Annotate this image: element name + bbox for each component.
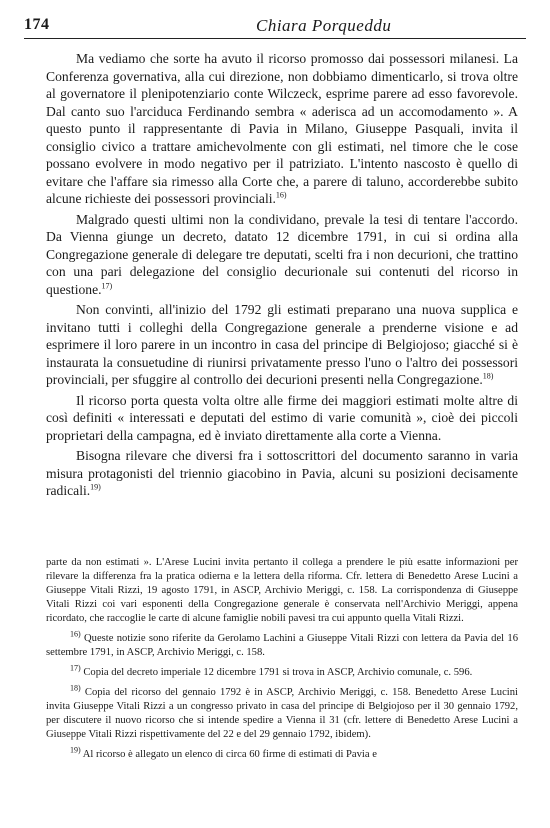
footnote-text: Queste notizie sono riferite da Gerolamo Lachini a Giuseppe Vitali Rizzi con lettera da Pavia del 16 settembre 1791, in ASCP, Archivio Meriggi, c. 158. — [46, 633, 518, 658]
running-head: Chiara Porqueddu — [256, 16, 392, 35]
body-paragraph — [46, 301, 518, 389]
footnote-text: Al ricorso è allegato un elenco di circa 60 firme di estimati di Pavia e — [82, 749, 377, 760]
page-header — [24, 8, 526, 38]
footnote-text: Copia del ricorso del gennaio 1792 è in ASCP, Archivio Meriggi, c. 158. Benedetto Arese Lucini invita Giuseppe Vitali Rizzi a un congresso privato in casa del principe di Belgiojoso per il 30 gennaio 1792, per discutere il nuovo ricorso che si intende spedire a Vienna il 31 (cfr. lettere di Benedetto Arese Lucini a Giuseppe Vitali Rizzi rispettivamente del 22 e del 29 gennaio 1792, ibidem). — [46, 687, 518, 740]
footnote-continuation: parte da non estimati ». L'Arese Lucini invita pertanto il collega a prendere le più esatte informazioni per rilevare la differenza fra la pratica odierna e la lettera della riforma. Cfr. lettera di Benedetto Arese Lucini a Giuseppe Vitali Rizzi, 19 agosto 1791, in ASCP, Archivio Meriggi, c. 158. La corrispondenza di Giuseppe Vitali Rizzi coi vari esponenti della Congregazione generale è conservata nell'Archivio Meriggi, appena ricordato, che raccoglie le carte di alcune famiglie nobili pavesi tra cui appunto quella Vitali Rizzi. — [46, 557, 518, 624]
body-paragraph — [46, 447, 518, 500]
footnote-marker: 17) — [70, 663, 81, 673]
footnote — [46, 663, 518, 680]
footnote — [46, 683, 518, 742]
paragraph-text: Malgrado questi ultimi non la condividano, prevale la tesi di tentare l'accordo. Da Vienna giunge un decreto, datato 12 dicembre 1791, in cui si ordina alla Congregazione generale di delegare tre deputati, scelti fra i non decurioni, che trattino con una pari delegazione del consiglio decurionale sui contenuti del ricorso in questione. — [46, 211, 518, 297]
body-paragraph — [46, 211, 518, 299]
body-paragraph — [46, 392, 518, 445]
footnote-ref: 19) — [90, 482, 101, 492]
paragraph-text: Non convinti, all'inizio del 1792 gli estimati preparano una nuova supplica e invitano tutti i colleghi della Congregazione generale a prenderne visione e ad esprimere il loro parere in un incontro in casa del principe di Belgiojoso; giacché si è instaurata la consuetudine di riunirsi privatamente presso l'uno o l'altro dei possessori provinciali, per sfuggire al controllo dei decurioni presenti nella Congregazione. — [46, 302, 518, 387]
footnote-marker: 19) — [70, 745, 81, 755]
footnote-ref: 17) — [101, 280, 113, 290]
footnote-marker: 16) — [70, 629, 81, 639]
header-rule — [24, 38, 526, 39]
paragraph-text: Ma vediamo che sorte ha avuto il ricorso promosso dai possessori milanesi. La Conferenza governativa, alla cui direzione, non dobbiamo dimenticarlo, si trova oltre al governatore il plenipotenziario conte Wilczeck, esprime parere ad esso favorevole. Dal canto suo l'arciduca Ferdinando sembra « aderisca ad un accomodamento ». A questo punto il rappresentante di Pavia in Milano, Giuseppe Pasquali, invita il consiglio civico a trattare amichevolmente con gli estimati, nel timore che le cose possano evolvere in modo negativo per il patriziato. L'intento nascosto è quello di evitare che l'affare sia rimesso alla Corte che, a parere di taluno, accorderebbe subito alcune richieste dei possessori provinciali. — [46, 51, 518, 206]
body-paragraph — [46, 50, 518, 208]
footnote-text: Copia del decreto imperiale 12 dicembre 1791 si trova in ASCP, Archivio comunale, c. 596. — [83, 667, 473, 678]
footnote-ref: 18) — [482, 371, 494, 381]
footnote-ref: 16) — [275, 190, 287, 200]
footnotes-section — [46, 556, 518, 768]
footnote — [46, 745, 518, 762]
footnote — [46, 629, 518, 660]
main-text — [46, 50, 518, 503]
footnote-marker: 18) — [70, 683, 81, 693]
paragraph-text: Bisogna rilevare che diversi fra i sottoscrittori del documento saranno in varia misura protagonisti del triennio giacobino in Pavia, alcuni su posizioni decisamente radicali. — [46, 448, 518, 498]
page-number: 174 — [24, 16, 50, 33]
paragraph-text: Il ricorso porta questa volta oltre alle firme dei maggiori estimati molte altre di così definiti « interessati e deputati del estimo di varie comunità », cioè dei piccoli proprietari della campagna, ed è inviato direttamente alla corte a Vienna. — [46, 392, 518, 443]
